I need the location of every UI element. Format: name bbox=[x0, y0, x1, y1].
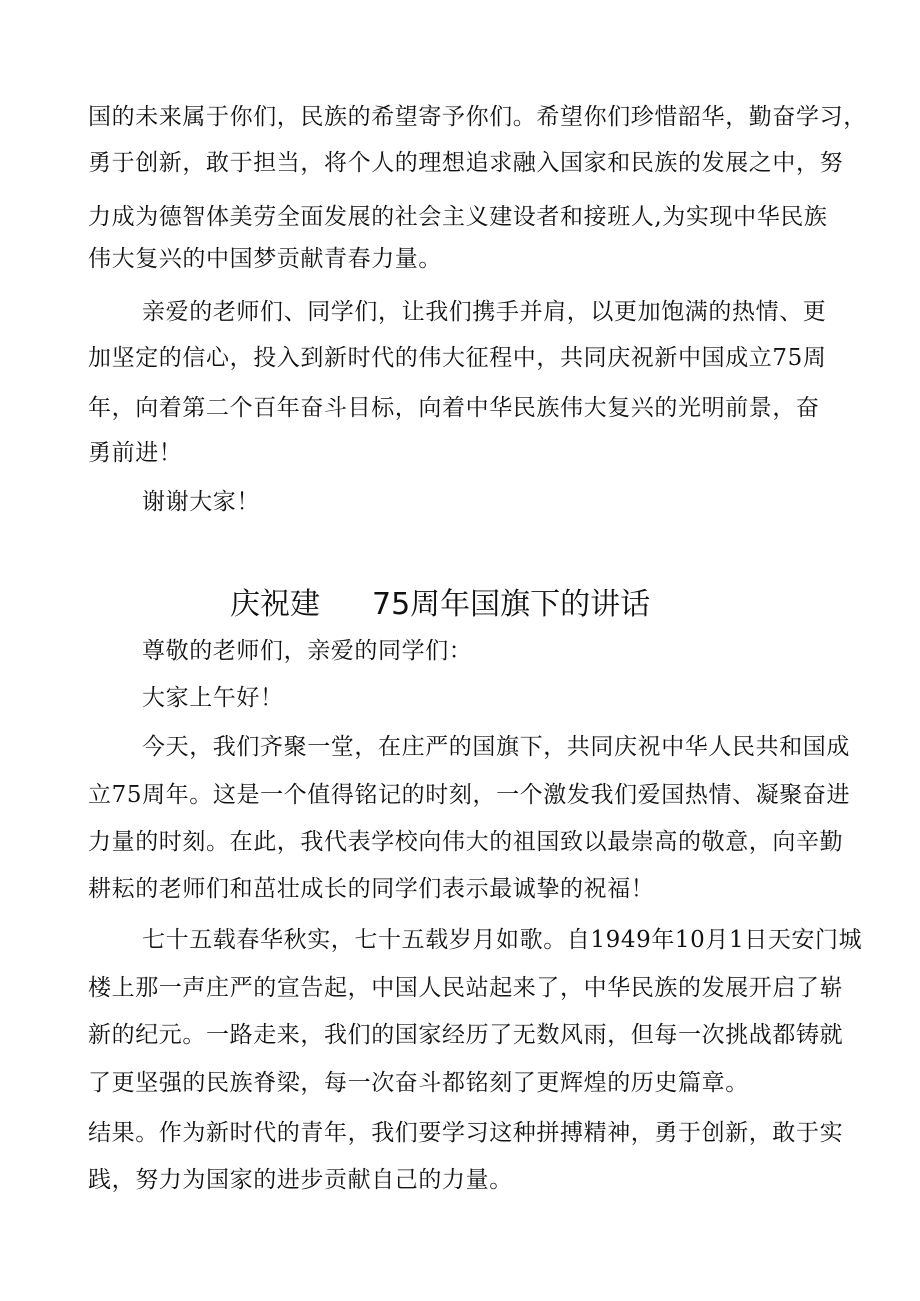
paragraph-line: 加坚定的信心，投入到新时代的伟大征程中，共同庆祝新中国成立75周 bbox=[88, 345, 827, 371]
paragraph-line: 今天，我们齐聚一堂，在庄严的国旗下，共同庆祝中华人民共和国成 bbox=[142, 734, 850, 760]
speech-title-part-2: 75周年国旗下的讲话 bbox=[372, 587, 651, 622]
paragraph-line: 年，向着第二个百年奋斗目标，向着中华民族伟大复兴的光明前景，奋 bbox=[88, 395, 820, 421]
paragraph-line: 国的未来属于你们，民族的希望寄予你们。希望你们珍惜韶华，勤奋学习， bbox=[88, 104, 867, 130]
paragraph-line: 力成为德智体美劳全面发展的社会主义建设者和接班人,为实现中华民族 bbox=[88, 204, 828, 230]
paragraph-line: 立75周年。这是一个值得铭记的时刻，一个激发我们爱国热情、凝聚奋进 bbox=[88, 782, 851, 808]
speech-title bbox=[0, 585, 920, 625]
paragraph-line: 勇前进！ bbox=[88, 440, 183, 466]
paragraph-line: 结果。作为新时代的青年，我们要学习这种拼搏精神，勇于创新，敢于实 bbox=[88, 1120, 844, 1146]
paragraph-line: 伟大复兴的中国梦贡献青春力量。 bbox=[88, 246, 442, 272]
paragraph-line: 新的纪元。一路走来，我们的国家经历了无数风雨，但每一次挑战都铸就 bbox=[88, 1022, 844, 1048]
paragraph-line: 亲爱的老师们、同学们，让我们携手并肩，以更加饱满的热情、更 bbox=[142, 299, 827, 325]
greeting-line: 尊敬的老师们，亲爱的同学们： bbox=[142, 638, 473, 664]
paragraph-line: 耕耘的老师们和茁壮成长的同学们表示最诚挚的祝福！ bbox=[88, 876, 655, 902]
paragraph-line: 力量的时刻。在此，我代表学校向伟大的祖国致以最崇高的敬意，向辛勤 bbox=[88, 829, 844, 855]
paragraph-line: 了更坚强的民族脊梁，每一次奋斗都铭刻了更辉煌的历史篇章。 bbox=[88, 1070, 749, 1096]
paragraph-line: 勇于创新，敢于担当，将个人的理想追求融入国家和民族的发展之中，努 bbox=[88, 150, 844, 176]
salutation-line: 大家上午好！ bbox=[142, 685, 284, 711]
closing-line: 谢谢大家！ bbox=[142, 489, 260, 515]
speech-title-part-1: 庆祝建 bbox=[230, 587, 320, 622]
paragraph-line: 践，努力为国家的进步贡献自己的力量。 bbox=[88, 1167, 513, 1193]
paragraph-line: 楼上那一声庄严的宣告起，中国人民站起来了，中华民族的发展开启了崭 bbox=[88, 975, 844, 1001]
paragraph-line: 七十五载春华秋实，七十五载岁月如歌。自1949年10月1日天安门城 bbox=[142, 927, 863, 953]
